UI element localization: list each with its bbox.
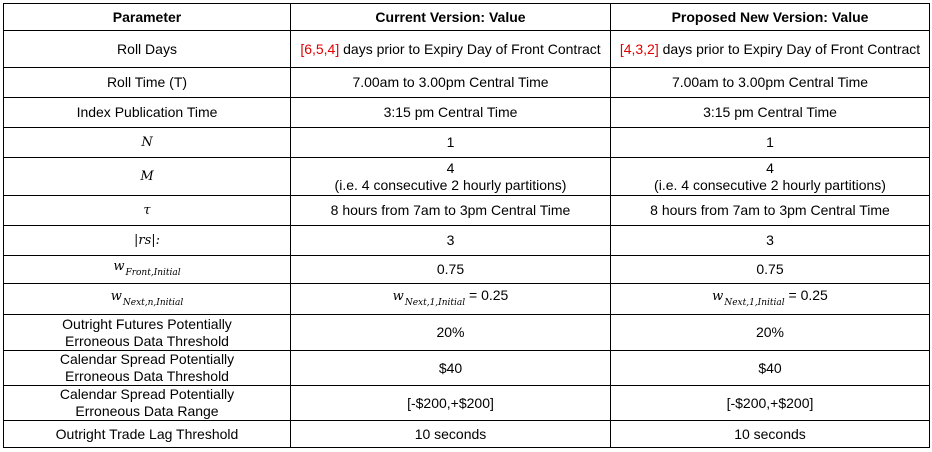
m-current [291, 158, 611, 196]
rs-label: |rs|: [4, 226, 291, 256]
calendar-range-current: [-$200,+$200] [291, 386, 611, 421]
table-row-calendar-threshold [4, 351, 930, 386]
tau-proposed: 8 hours from 7am to 3pm Central Time [611, 196, 930, 226]
roll-days-proposed [611, 31, 930, 68]
table-row-calendar-range [4, 386, 930, 421]
header-current-version: Current Version: Value [291, 4, 611, 31]
w-next-current-subscript: Next,1,Initial [404, 297, 466, 308]
rs-proposed: 3 [611, 226, 930, 256]
w-next-proposed-value: = 0.25 [784, 286, 828, 303]
w-next-label [4, 284, 291, 315]
header-row [4, 4, 930, 31]
m-current-note: (i.e. 4 consecutive 2 hourly partitions) [334, 176, 567, 193]
n-proposed: 1 [611, 128, 930, 158]
table-row-m [4, 158, 930, 196]
table-row-roll-days [4, 31, 930, 68]
tau-label: τ [4, 196, 291, 226]
m-current-value: 4 [446, 159, 455, 176]
header-proposed-version: Proposed New Version: Value [611, 4, 930, 31]
index-publication-current: 3:15 pm Central Time [291, 98, 611, 128]
calendar-threshold-proposed: $40 [611, 351, 930, 386]
w-front-label [4, 256, 291, 284]
rs-current: 3 [291, 226, 611, 256]
table-row-n [4, 128, 930, 158]
index-publication-label: Index Publication Time [4, 98, 291, 128]
n-label: N [4, 128, 291, 158]
table-row-roll-time [4, 68, 930, 98]
roll-time-label: Roll Time (T) [4, 68, 291, 98]
calendar-threshold-label: Calendar Spread Potentially Erroneous Data Threshold [4, 351, 291, 386]
table-row-w-front [4, 256, 930, 284]
calendar-range-proposed: [-$200,+$200] [611, 386, 930, 421]
roll-days-current-text: days prior to Expiry Day of Front Contract [339, 40, 601, 57]
w-next-current-value: = 0.25 [465, 286, 509, 303]
index-publication-proposed: 3:15 pm Central Time [611, 98, 930, 128]
lag-current: 10 seconds [291, 421, 611, 448]
header-parameter: Parameter [4, 4, 291, 31]
calendar-threshold-current: $40 [291, 351, 611, 386]
n-current: 1 [291, 128, 611, 158]
m-label: M [4, 158, 291, 196]
parameter-table [3, 3, 930, 448]
roll-days-proposed-highlight: [4,3,2] [619, 40, 659, 57]
w-next-current-symbol: w [392, 288, 404, 304]
m-proposed-value: 4 [766, 159, 774, 176]
lag-proposed: 10 seconds [611, 421, 930, 448]
w-front-current: 0.75 [291, 256, 611, 284]
table-row-index-publication [4, 98, 930, 128]
outright-threshold-proposed: 20% [611, 315, 930, 351]
roll-days-current [291, 31, 611, 68]
table-row-lag [4, 421, 930, 448]
roll-days-label: Roll Days [4, 31, 291, 68]
w-next-proposed [611, 284, 930, 315]
roll-time-proposed: 7.00am to 3.00pm Central Time [611, 68, 930, 98]
table-row-outright-threshold [4, 315, 930, 351]
tau-current: 8 hours from 7am to 3pm Central Time [291, 196, 611, 226]
w-next-proposed-symbol: w [712, 288, 724, 304]
roll-days-proposed-text: days prior to Expiry Day of Front Contract [658, 40, 921, 57]
table-row-tau [4, 196, 930, 226]
w-next-proposed-subscript: Next,1,Initial [724, 297, 785, 308]
w-next-subscript: Next,n,Initial [122, 297, 184, 308]
roll-days-current-highlight: [6,5,4] [300, 40, 340, 57]
w-front-symbol: w [113, 259, 125, 274]
m-proposed-note: (i.e. 4 consecutive 2 hourly partitions) [654, 176, 886, 193]
lag-label: Outright Trade Lag Threshold [4, 421, 291, 448]
w-next-current [291, 284, 611, 315]
w-next-symbol: w [110, 288, 122, 304]
outright-threshold-label: Outright Futures Potentially Erroneous Data Threshold [4, 315, 291, 351]
w-front-proposed: 0.75 [611, 256, 930, 284]
calendar-range-label: Calendar Spread Potentially Erroneous Data Range [4, 386, 291, 421]
roll-time-current: 7.00am to 3.00pm Central Time [291, 68, 611, 98]
outright-threshold-current: 20% [291, 315, 611, 351]
w-front-subscript: Front,Initial [125, 268, 181, 278]
table-row-w-next [4, 284, 930, 315]
table-row-rs [4, 226, 930, 256]
m-proposed [611, 158, 930, 196]
